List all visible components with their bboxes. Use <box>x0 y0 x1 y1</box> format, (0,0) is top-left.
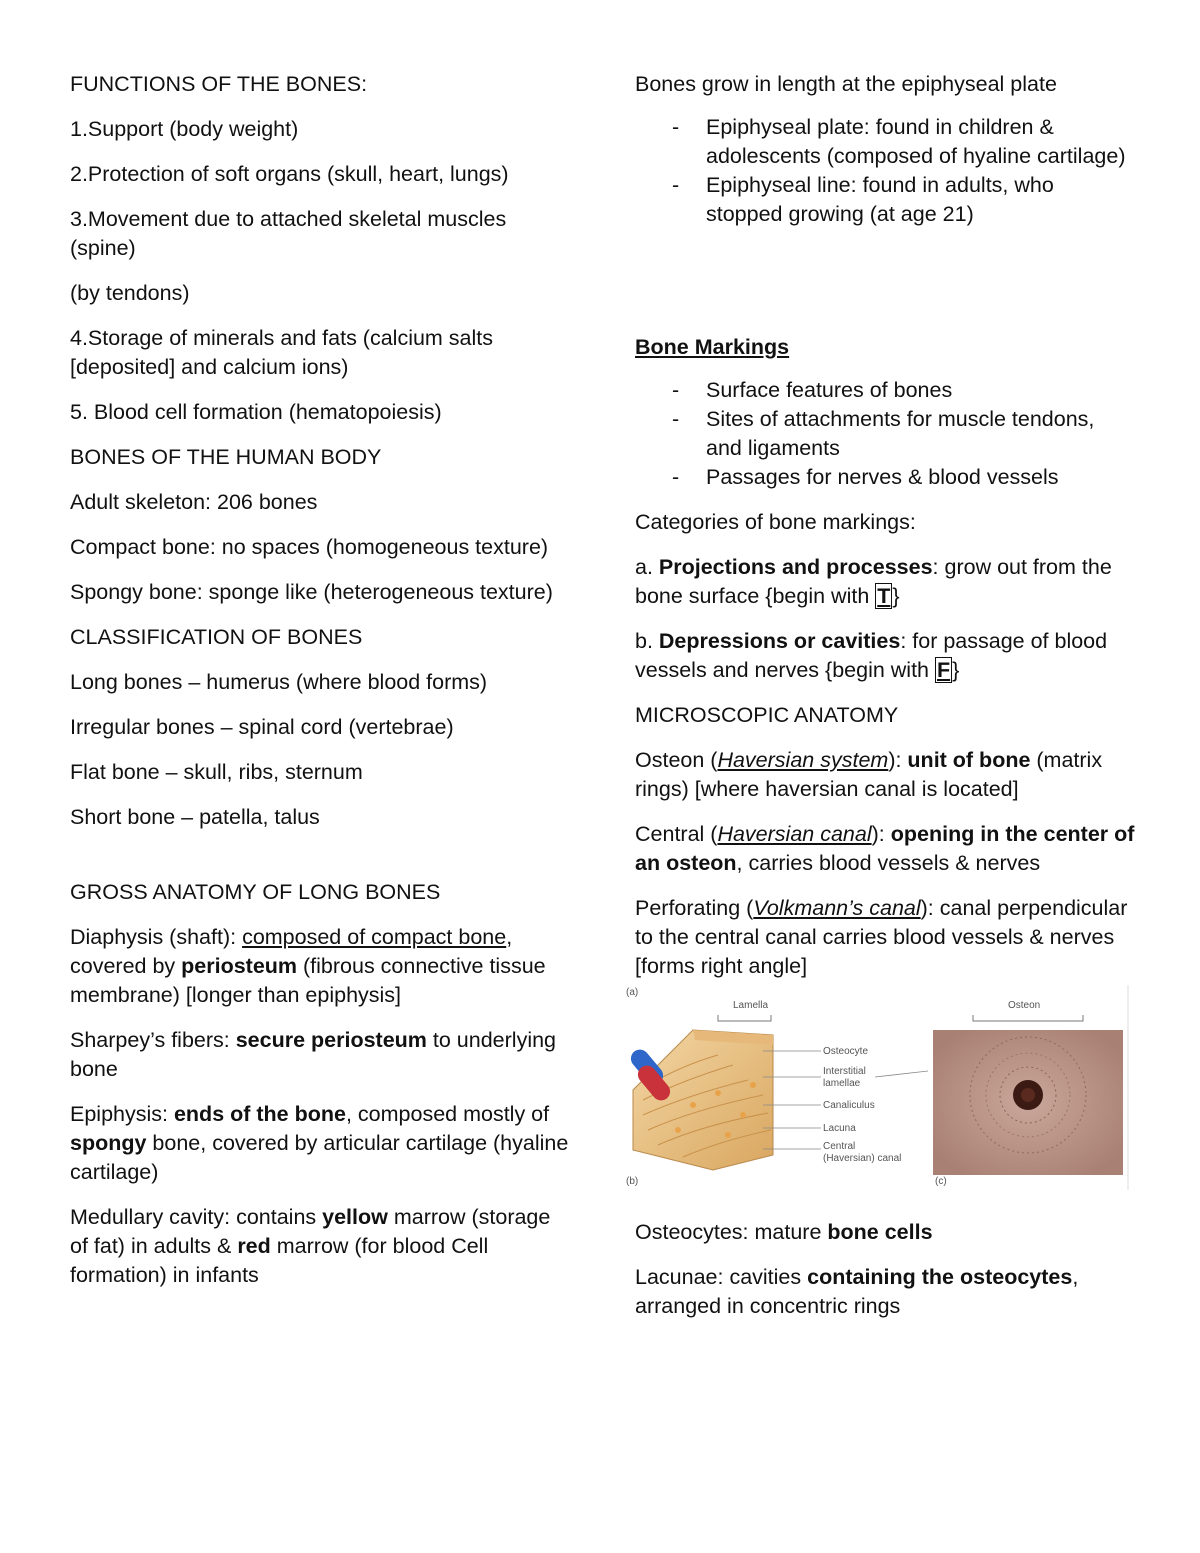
diaphysis-paragraph: Diaphysis (shaft): composed of compact bone, covered by periosteum (fibrous connective tissue membrane) [longer than epiphysis] <box>70 925 546 1007</box>
letter-t-box: T <box>877 584 891 608</box>
micrograph-image <box>933 1030 1123 1175</box>
compact-bone: Compact bone: no spaces (homogeneous texture) <box>70 535 549 559</box>
categories-text: Categories of bone markings: <box>635 510 916 534</box>
lacunae-paragraph: Lacunae: cavities containing the osteocytes, arranged in concentric rings <box>635 1265 1079 1318</box>
flat-bone: Flat bone – skull, ribs, sternum <box>70 760 363 784</box>
bone-markings-heading: Bone Markings <box>635 335 790 359</box>
markings-list <box>635 376 1135 492</box>
label-osteocyte: Osteocyte <box>823 1046 869 1057</box>
central-canal-paragraph: Central (Haversian canal): opening in the center of an osteon, carries blood vessels & nerves <box>635 822 1135 875</box>
osteon-figure <box>623 985 1131 1200</box>
spongy-bone: Spongy bone: sponge like (heterogeneous texture) <box>70 580 553 604</box>
label-lacuna: Lacuna <box>823 1123 856 1134</box>
function-2: 2.Protection of soft organs (skull, heart, lungs) <box>70 162 509 186</box>
adult-skeleton: Adult skeleton: 206 bones <box>70 490 318 514</box>
short-bone: Short bone – patella, talus <box>70 805 320 829</box>
label-lamellae: lamellae <box>823 1078 861 1089</box>
sharpey-paragraph: Sharpey’s fibers: secure periosteum to underlying bone <box>70 1028 557 1081</box>
figure-label-c: (c) <box>935 1176 947 1187</box>
label-haversian-canal: (Haversian) canal <box>823 1153 902 1164</box>
label-central: Central <box>823 1141 856 1152</box>
gross-anatomy-heading: GROSS ANATOMY OF LONG BONES <box>70 880 441 904</box>
label-canaliculus: Canaliculus <box>823 1100 875 1111</box>
classification-heading: CLASSIFICATION OF BONES <box>70 625 363 649</box>
depressions-paragraph: b. Depressions or cavities: for passage of blood vessels and nerves {begin with F} <box>635 629 1108 682</box>
underlined-text: composed of compact bone <box>242 925 507 949</box>
figure-label-a: (a) <box>626 987 639 998</box>
irregular-bones: Irregular bones – spinal cord (vertebrae) <box>70 715 454 739</box>
list-item: - Sites of attachments for muscle tendons, and ligaments <box>635 405 1135 463</box>
perforating-paragraph: Perforating (Volkmann’s canal): canal perpendicular to the central canal carries blood vessels & nerves [forms right angle] <box>635 896 1128 978</box>
function-3-note: (by tendons) <box>70 281 190 305</box>
function-3: 3.Movement due to attached skeletal muscles (spine) <box>70 207 507 260</box>
function-5: 5. Blood cell formation (hematopoiesis) <box>70 400 442 424</box>
left-column <box>70 70 570 1306</box>
osteon-paragraph: Osteon (Haversian system): unit of bone (matrix rings) [where haversian canal is located] <box>635 748 1103 801</box>
long-bones: Long bones – humerus (where blood forms) <box>70 670 488 694</box>
list-item: - Epiphyseal line: found in adults, who stopped growing (at age 21) <box>635 171 1135 229</box>
osteon-diagram <box>623 985 1131 1200</box>
list-item: - Surface features of bones <box>635 376 1135 405</box>
label-lamella: Lamella <box>733 1000 769 1011</box>
osteocytes-paragraph: Osteocytes: mature bone cells <box>635 1220 933 1244</box>
medullary-paragraph: Medullary cavity: contains yellow marrow (storage of fat) in adults & red marrow (for blood Cell formation) in infants <box>70 1205 551 1287</box>
figure-label-b: (b) <box>626 1176 639 1187</box>
epiphysis-paragraph: Epiphysis: ends of the bone, composed mostly of spongy bone, covered by articular cartilage (hyaline cartilage) <box>70 1102 569 1184</box>
bone-block-illustration <box>627 1030 773 1170</box>
list-item: - Epiphyseal plate: found in children & adolescents (composed of hyaline cartilage) <box>635 113 1135 171</box>
function-4: 4.Storage of minerals and fats (calcium salts [deposited] and calcium ions) <box>70 326 494 379</box>
functions-heading: FUNCTIONS OF THE BONES: <box>70 72 368 96</box>
function-1: 1.Support (body weight) <box>70 117 299 141</box>
list-item: - Passages for nerves & blood vessels <box>635 463 1135 492</box>
bones-heading: BONES OF THE HUMAN BODY <box>70 445 382 469</box>
growth-text: Bones grow in length at the epiphyseal plate <box>635 72 1057 96</box>
plate-list <box>635 113 1135 229</box>
letter-f-box: F <box>936 658 951 682</box>
microscopic-heading: MICROSCOPIC ANATOMY <box>635 703 899 727</box>
right-column <box>626 70 1135 1337</box>
projections-paragraph: a. Projections and processes: grow out from the bone surface {begin with T} <box>635 555 1112 608</box>
label-osteon: Osteon <box>1008 1000 1041 1011</box>
label-interstitial: Interstitial <box>823 1066 866 1077</box>
